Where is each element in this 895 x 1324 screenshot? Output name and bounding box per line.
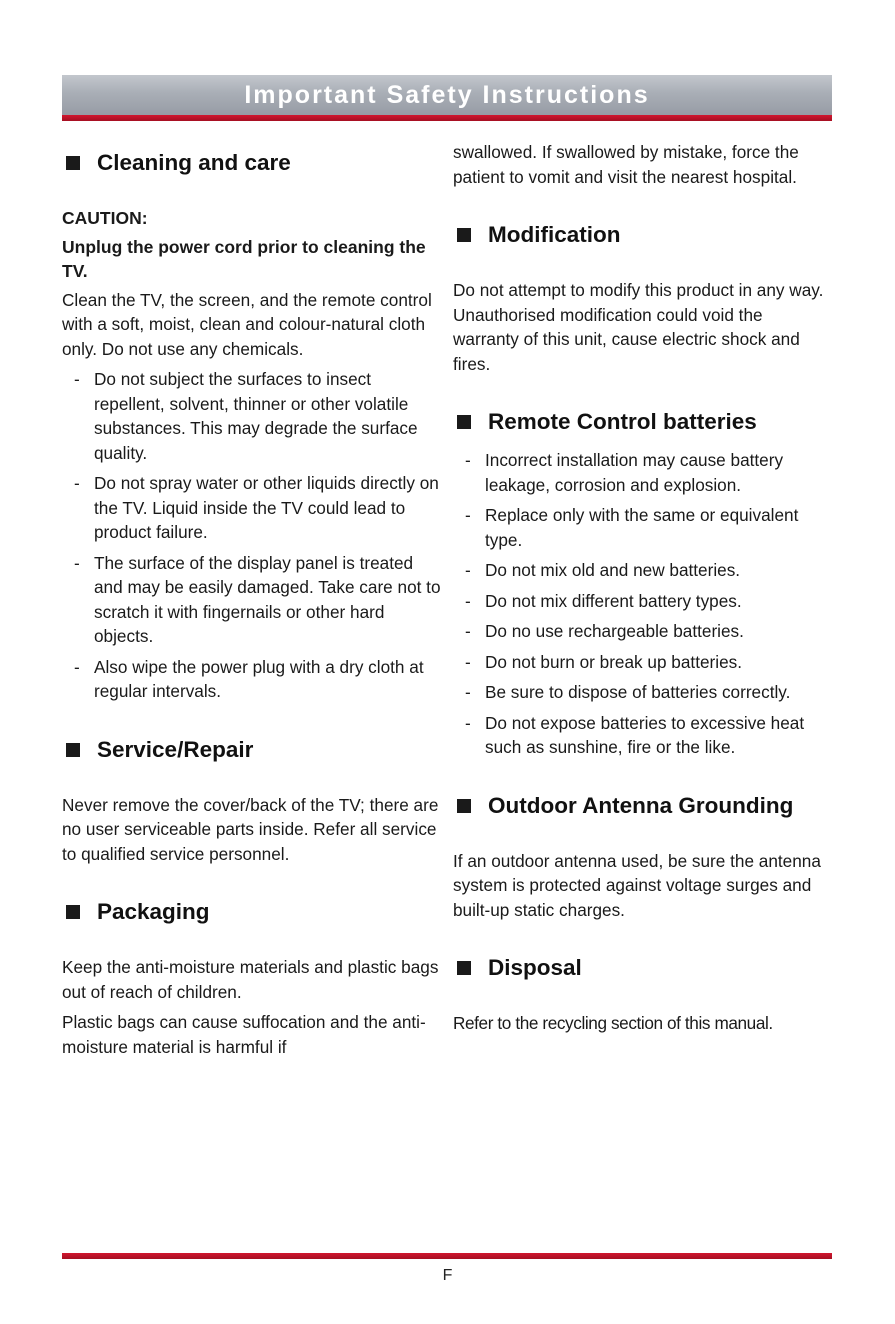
packaging-continuation: swallowed. If swallowed by mistake, force the patient to vomit and visit the nearest hospital. <box>453 142 799 187</box>
section-heading-disposal <box>453 954 833 982</box>
list-item: - Do not mix old and new batteries. <box>465 560 741 580</box>
banner-divider <box>62 115 832 121</box>
page-number: F <box>442 1267 453 1284</box>
section-heading-packaging <box>62 898 442 926</box>
black-square-icon <box>66 743 80 757</box>
caution-warning: Unplug the power cord prior to cleaning the TV. <box>62 236 426 281</box>
disposal-text: Refer to the recycling section of this manual. <box>453 1013 773 1033</box>
title-banner <box>62 75 832 115</box>
heading-text: Outdoor Antenna Grounding <box>488 792 794 818</box>
section-heading-batteries <box>453 408 833 436</box>
heading-text: Cleaning and care <box>97 150 291 175</box>
heading-text: Service/Repair <box>97 736 254 762</box>
page-title: Important Safety Instructions <box>244 81 650 109</box>
heading-text: Disposal <box>488 955 582 980</box>
packaging-text-2: Plastic bags can cause suffocation and the anti-moisture material is harmful if <box>62 1012 426 1057</box>
cleaning-list <box>62 367 442 704</box>
section-heading-cleaning <box>62 149 442 177</box>
section-heading-antenna <box>453 792 833 820</box>
left-column <box>62 140 442 1065</box>
right-column <box>453 140 833 1042</box>
heading-text: Modification <box>488 222 621 247</box>
list-item: - Do not burn or break up batteries. <box>465 651 743 672</box>
service-text: Never remove the cover/back of the TV; there are no user serviceable parts inside. Refer all service to qualified service personnel. <box>62 794 439 864</box>
black-square-icon <box>66 156 80 170</box>
cleaning-intro: Clean the TV, the screen, and the remote control with a soft, moist, clean and colour-natural cloth only. Do not use any chemicals. <box>62 289 432 359</box>
list-item: - Do not subject the surfaces to insect repellent, solvent, thinner or other volatile substances. This may degrade the surface quality. <box>74 369 418 463</box>
list-item: - Also wipe the power plug with a dry cloth at regular intervals. <box>74 656 424 701</box>
heading-text: Packaging <box>97 899 210 924</box>
list-item: - Do not expose batteries to excessive heat such as sunshine, fire or the like. <box>465 712 805 757</box>
list-item: - Do not mix different battery types. <box>465 590 742 611</box>
section-heading-service <box>62 736 442 764</box>
list-item: - Incorrect installation may cause battery leakage, corrosion and explosion. <box>465 450 784 495</box>
black-square-icon <box>457 415 471 429</box>
heading-text: Remote Control batteries <box>488 409 757 434</box>
caution-label: CAUTION: <box>62 208 148 228</box>
section-heading-modification <box>453 221 833 249</box>
list-item: - Be sure to dispose of batteries correctly. <box>465 682 791 702</box>
antenna-text: If an outdoor antenna used, be sure the antenna system is protected against voltage surges and built-up static charges. <box>453 850 821 920</box>
black-square-icon <box>457 961 471 975</box>
list-item: - The surface of the display panel is treated and may be easily damaged. Take care not to scratch it with fingernails or other hard objects. <box>74 552 441 646</box>
black-square-icon <box>457 228 471 242</box>
list-item: - Do no use rechargeable batteries. <box>465 621 744 641</box>
list-item: - Replace only with the same or equivalent type. <box>465 505 799 550</box>
list-item: - Do not spray water or other liquids directly on the TV. Liquid inside the TV could lead to product failure. <box>74 473 439 542</box>
footer-divider <box>62 1253 832 1259</box>
batteries-list <box>453 448 833 760</box>
modification-text: Do not attempt to modify this product in any way. Unauthorised modification could void the warranty of this unit, cause electric shock and fires. <box>453 280 824 374</box>
packaging-text-1: Keep the anti-moisture materials and plastic bags out of reach of children. <box>62 957 439 1002</box>
black-square-icon <box>457 799 471 813</box>
black-square-icon <box>66 905 80 919</box>
